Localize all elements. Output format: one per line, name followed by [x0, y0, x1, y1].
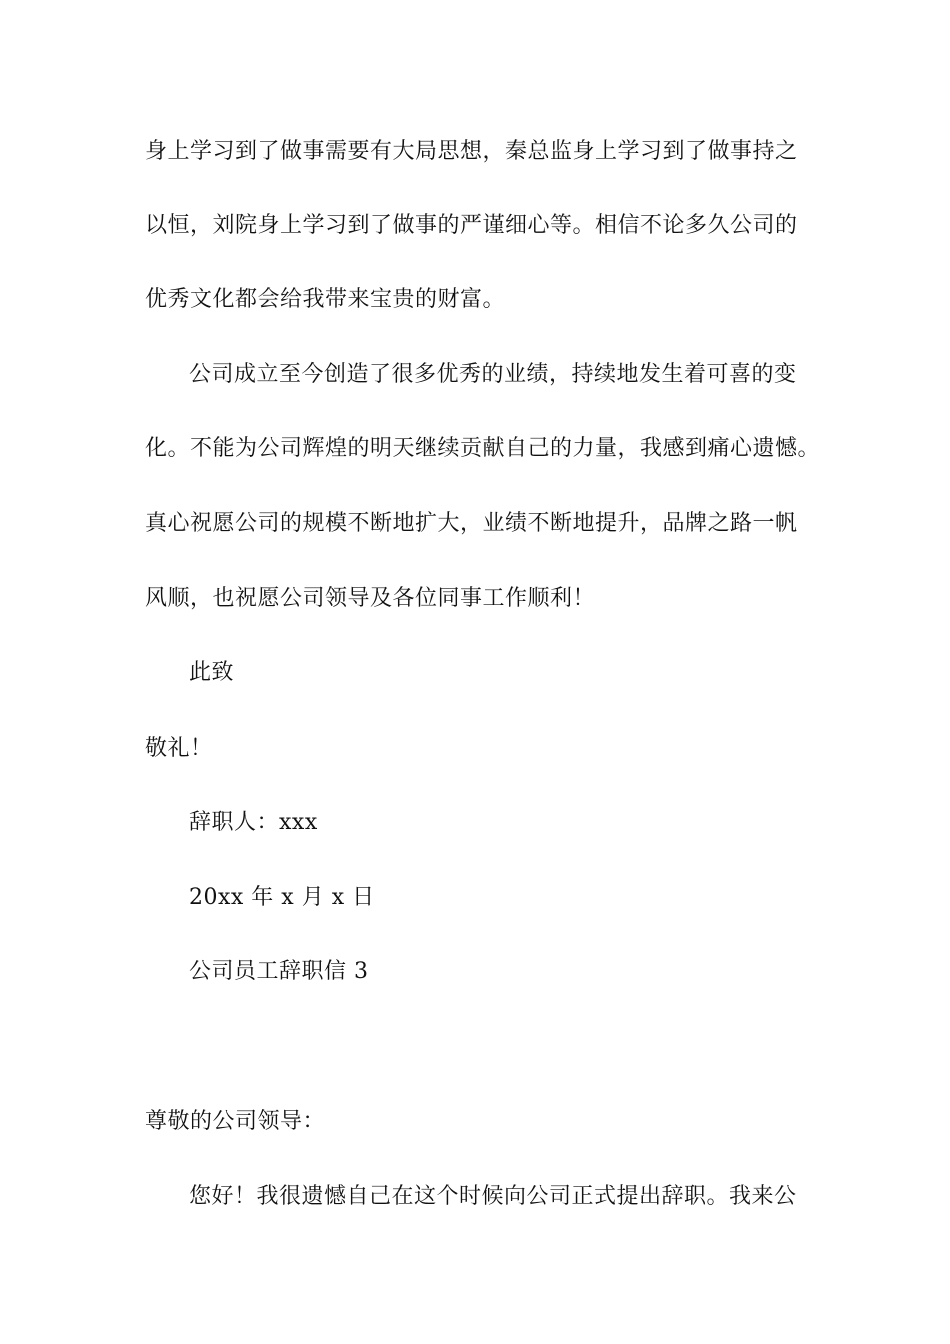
closing-regards: 敬礼！	[145, 736, 213, 761]
section-title: 公司员工辞职信 3	[189, 959, 369, 984]
letter-greeting: 尊敬的公司领导：	[145, 1109, 326, 1134]
paragraph-line: 公司成立至今创造了很多优秀的业绩，持续地发生着可喜的变	[189, 362, 797, 387]
date-line: 20xx 年 x 月 x 日	[189, 885, 375, 910]
paragraph-line: 身上学习到了做事需要有大局思想，秦总监身上学习到了做事持之	[145, 139, 798, 164]
paragraph-line: 优秀文化都会给我带来宝贵的财富。	[145, 287, 506, 312]
paragraph-line: 真心祝愿公司的规模不断地扩大，业绩不断地提升，品牌之路一帆	[145, 511, 798, 536]
paragraph-line: 您好！我很遗憾自己在这个时候向公司正式提出辞职。我来公	[189, 1184, 797, 1209]
paragraph-line: 以恒，刘院身上学习到了做事的严谨细心等。相信不论多久公司的	[145, 213, 798, 238]
paragraph-line: 风顺，也祝愿公司领导及各位同事工作顺利！	[145, 586, 596, 611]
paragraph-line: 化。不能为公司辉煌的明天继续贡献自己的力量，我感到痛心遗憾。	[145, 436, 821, 461]
signature-line: 辞职人：xxx	[189, 810, 318, 835]
closing-salutation: 此致	[189, 660, 235, 685]
